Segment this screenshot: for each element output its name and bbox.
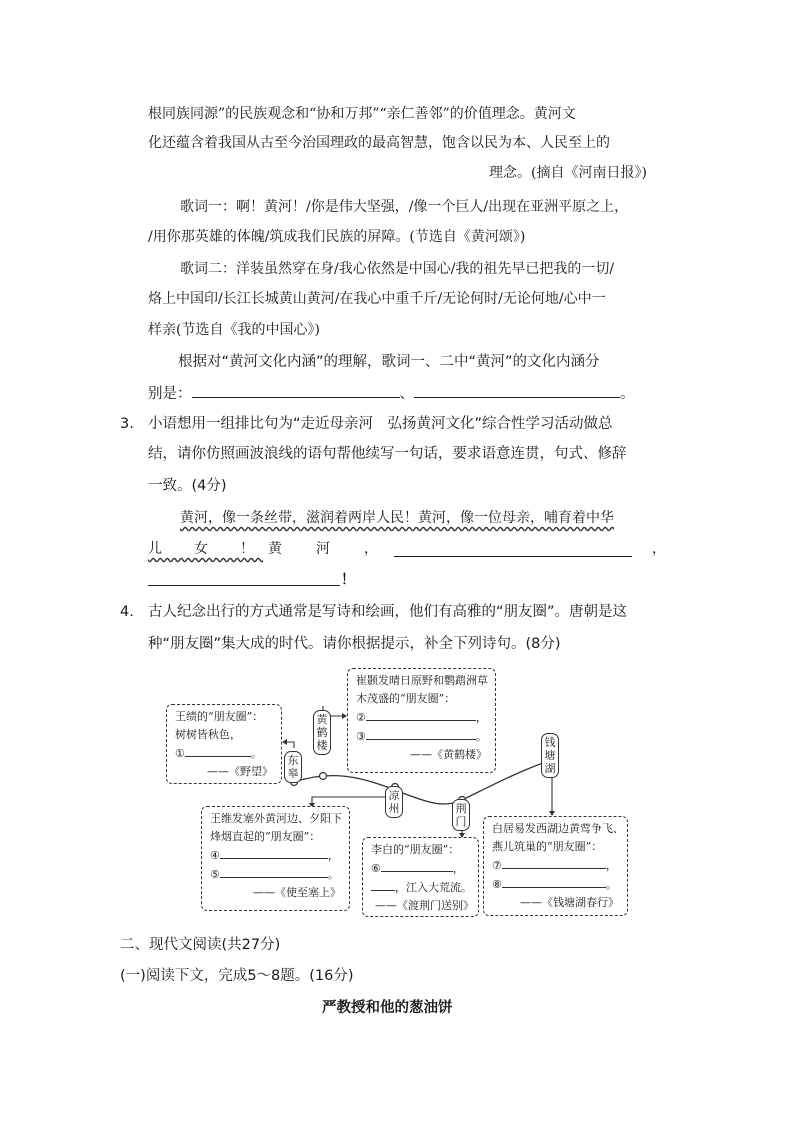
cuihao-title-2: 木茂盛的“朋友圈”： [356,692,456,705]
q2-separator: 、 [399,386,414,402]
place-tag-qiantanghu: 钱塘湖 [541,733,559,778]
q3-example-wavy-2: 儿 女 ！ [148,541,263,557]
q2-prompt-start: 别是： [148,386,192,402]
arrow-to-wangwei [312,797,385,806]
section2-subheading: (一)阅读下文，完成5～8题。(16分) [120,968,354,984]
q3-comma: ， [652,541,666,557]
baijuyi-blank-8[interactable] [502,875,606,888]
lyric-two-line-3: 样亲(节选自《我的中国心》) [148,322,320,338]
wangji-end-1: 。 [250,747,262,760]
box-cuihao [347,668,496,773]
cuihao-title-1: 崔颢发晴日原野和鹦鹉洲草 [356,674,488,687]
wangji-blank-1[interactable] [185,744,251,757]
q2-end: 。 [620,386,635,402]
q4-line-2: 种“朋友圈”集大成的时代。请你根据提示，补全下列诗句。(8分) [148,636,561,652]
baijuyi-title-2: 燕儿筑巢的“朋友圈”： [492,840,603,853]
place-tag-liangzhou: 凉州 [385,786,403,818]
baijuyi-num-7: ⑦ [492,859,502,872]
wangji-blank-row [175,744,273,763]
libai-source: ——《渡荆门送别》 [375,899,474,912]
libai-blank-line[interactable] [371,878,395,891]
lyric-one-line-1: 歌词一：啊！黄河！/你是伟大坚强，/像一个巨人/出现在亚洲平原之上， [180,199,629,215]
wangwei-end-4: ， [327,849,339,862]
q3-line-3: 一致。(4分) [148,478,227,494]
route-node-huanghelou [320,773,327,780]
libai-title: 李白的“朋友圈”： [371,843,460,856]
wangwei-blank-row-4 [210,846,341,865]
q2-prompt-line-1: 根据对“黄河文化内涵”的理解，歌词一、二中“黄河”的文化内涵分 [178,354,600,370]
wangwei-num-4: ④ [210,849,220,862]
wangji-source: ——《野望》 [207,765,273,778]
q3-line-1: 小语想用一组排比句为“走近母亲河 弘扬黄河文化”综合性学习活动做总 [148,416,613,432]
place-tag-dongao: 东皋 [284,751,302,783]
wangwei-source: ——《使至塞上》 [253,886,341,899]
q3-example-wavy-1: 黄河，像一条丝带，滋润着两岸人民！黄河，像一位母亲，哺育着中华 [180,510,614,526]
libai-num-6: ⑥ [371,862,381,875]
box-wangwei [201,806,350,911]
baijuyi-num-8: ⑧ [492,878,502,891]
q3-end-mark: ！ [341,572,355,588]
box-wangji [166,704,282,784]
q3-number: 3. [120,416,134,432]
libai-line: ，江入大荒流。 [395,881,472,894]
passage-line-1: 根同族同源”的民族观念和“协和万邦”“亲仁善邻”的价值理念。黄河文 [148,106,576,122]
wangwei-title-2: 烽烟直起的“朋友圈”： [210,830,321,843]
box-baijuyi [483,816,628,916]
wangwei-blank-5[interactable] [220,865,328,878]
q3-continue-start: 黄 河 ， [268,541,388,557]
wangji-num-1: ① [175,747,185,760]
baijuyi-blank-7[interactable] [502,856,606,869]
box-libai [362,837,479,917]
passage-line-2: 化还蕴含着我国从古至今治国理政的最高智慧，饱含以民为本、人民至上的 [148,135,610,151]
wangwei-num-5: ⑤ [210,868,220,881]
section2-heading: 二、现代文阅读(共27分) [120,937,281,953]
cuihao-num-3: ③ [356,730,366,743]
baijuyi-source: ——《钱塘湖春行》 [520,896,619,909]
passage-line-3: 理念。(摘自《河南日报》) [489,165,647,181]
wangji-line: 树树皆秋色， [175,728,241,741]
cuihao-end-2: ， [475,711,487,724]
libai-blank-6[interactable] [381,859,453,872]
baijuyi-title-1: 白居易发西湖边黄莺争飞、 [492,822,624,835]
lyric-one-line-2: /用你那英雄的体魄/筑成我们民族的屏障。(节选自《黄河颂》) [148,229,526,245]
baijuyi-end-8: 。 [605,878,617,891]
q3-line-2: 结，请你仿照画波浪线的语句帮他续写一句话，要求语意连贯，句式、修辞 [148,446,627,462]
cuihao-blank-2[interactable] [366,708,476,721]
libai-end-6: ， [452,862,464,875]
place-tag-jingmen: 荆门 [452,799,470,831]
wangwei-blank-4[interactable] [220,846,328,859]
wangwei-title-1: 王维发塞外黄河边、夕阳下 [210,812,342,825]
cuihao-blank-3[interactable] [366,727,476,740]
article-title: 严教授和他的葱油饼 [322,1000,453,1016]
arrowhead-wangji [282,739,287,745]
place-tag-huanghelou: 黄鹤楼 [313,710,331,755]
baijuyi-blank-row-8 [492,875,619,894]
cuihao-blank-row-3 [356,727,487,746]
q4-number: 4. [120,604,134,620]
libai-line-row [371,878,470,897]
libai-blank-row-6 [371,859,470,878]
cuihao-source: ——《黄鹤楼》 [410,748,487,761]
lyric-two-line-2: 烙上中国印/长江长城黄山黄河/在我心中重千斤/无论何时/无论何地/心中一 [148,291,606,307]
q4-line-1: 古人纪念出行的方式通常是写诗和绘画，他们有高雅的“朋友圈”。唐朝是这 [148,604,628,620]
baijuyi-end-7: ， [605,859,617,872]
cuihao-end-3: 。 [475,730,487,743]
cuihao-blank-row-2 [356,708,487,727]
baijuyi-blank-row-7 [492,856,619,875]
lyric-two-line-1: 歌词二：洋装虽然穿在身/我心依然是中国心/我的祖先早已把我的一切/ [180,261,615,277]
wangji-title: 王绩的“朋友圈”： [175,710,264,723]
cuihao-num-2: ② [356,711,366,724]
wangwei-blank-row-5 [210,865,341,884]
wangwei-end-5: 。 [327,868,339,881]
